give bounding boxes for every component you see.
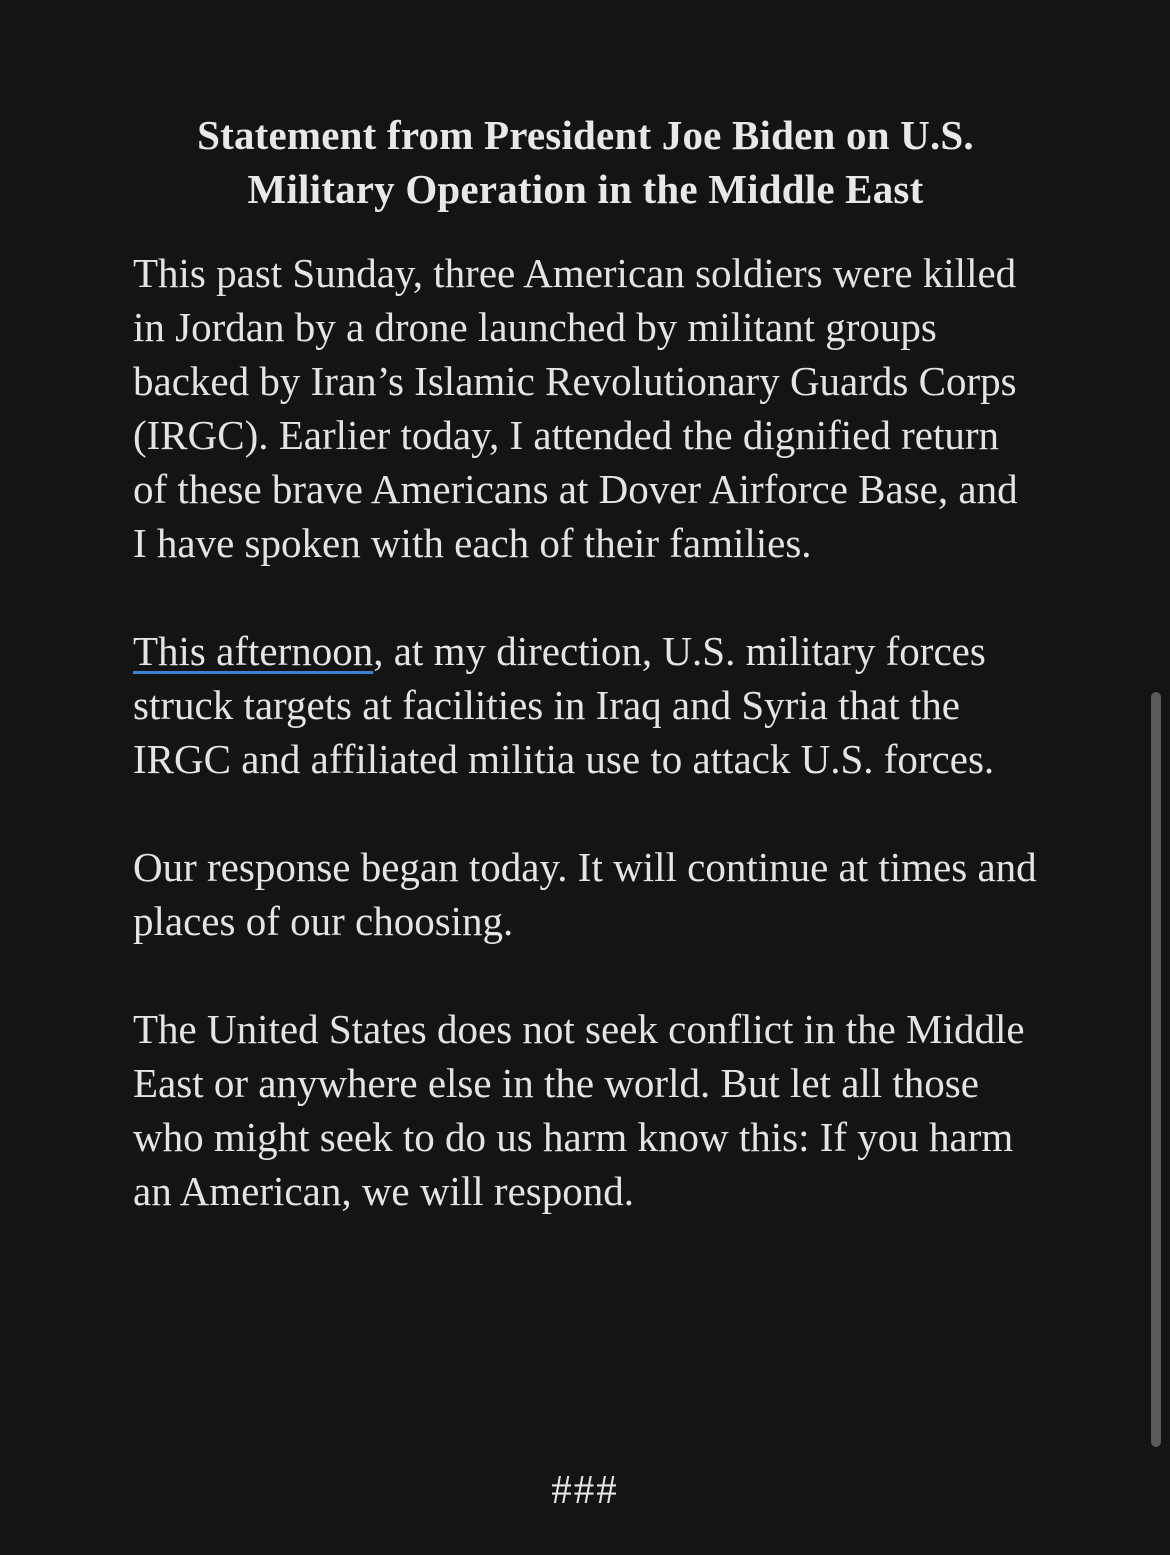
- paragraph-1: This past Sunday, three American soldiers were killed in Jordan by a drone launched by militant groups backed by Iran’s Islamic Revolutionary Guards Corps (IRGC). Earlier today, I attended the dignified return of these brave Americans at Dover Airforce Base, and I have spoken with each of their families.: [133, 250, 1018, 566]
- paragraph-2: [133, 624, 1038, 786]
- document-content: [133, 108, 1038, 1218]
- paragraph-4: The United States does not seek conflict in the Middle East or anywhere else in the world. But let all those who might seek to do us harm know this: If you harm an American, we will respond.: [133, 1006, 1025, 1214]
- this-afternoon-link[interactable]: This afternoon: [133, 628, 374, 674]
- vertical-scrollbar[interactable]: [1151, 692, 1161, 1447]
- paragraph-3: Our response began today. It will continue at times and places of our choosing.: [133, 844, 1037, 944]
- document-title: Statement from President Joe Biden on U.S. Military Operation in the Middle East: [197, 112, 974, 212]
- end-mark: ###: [551, 1466, 619, 1512]
- paragraph-2-text: , at my direction, U.S. military forces struck targets at facilities in Iraq and Syria that the IRGC and affiliated militia use to attack U.S. forces.: [133, 628, 995, 782]
